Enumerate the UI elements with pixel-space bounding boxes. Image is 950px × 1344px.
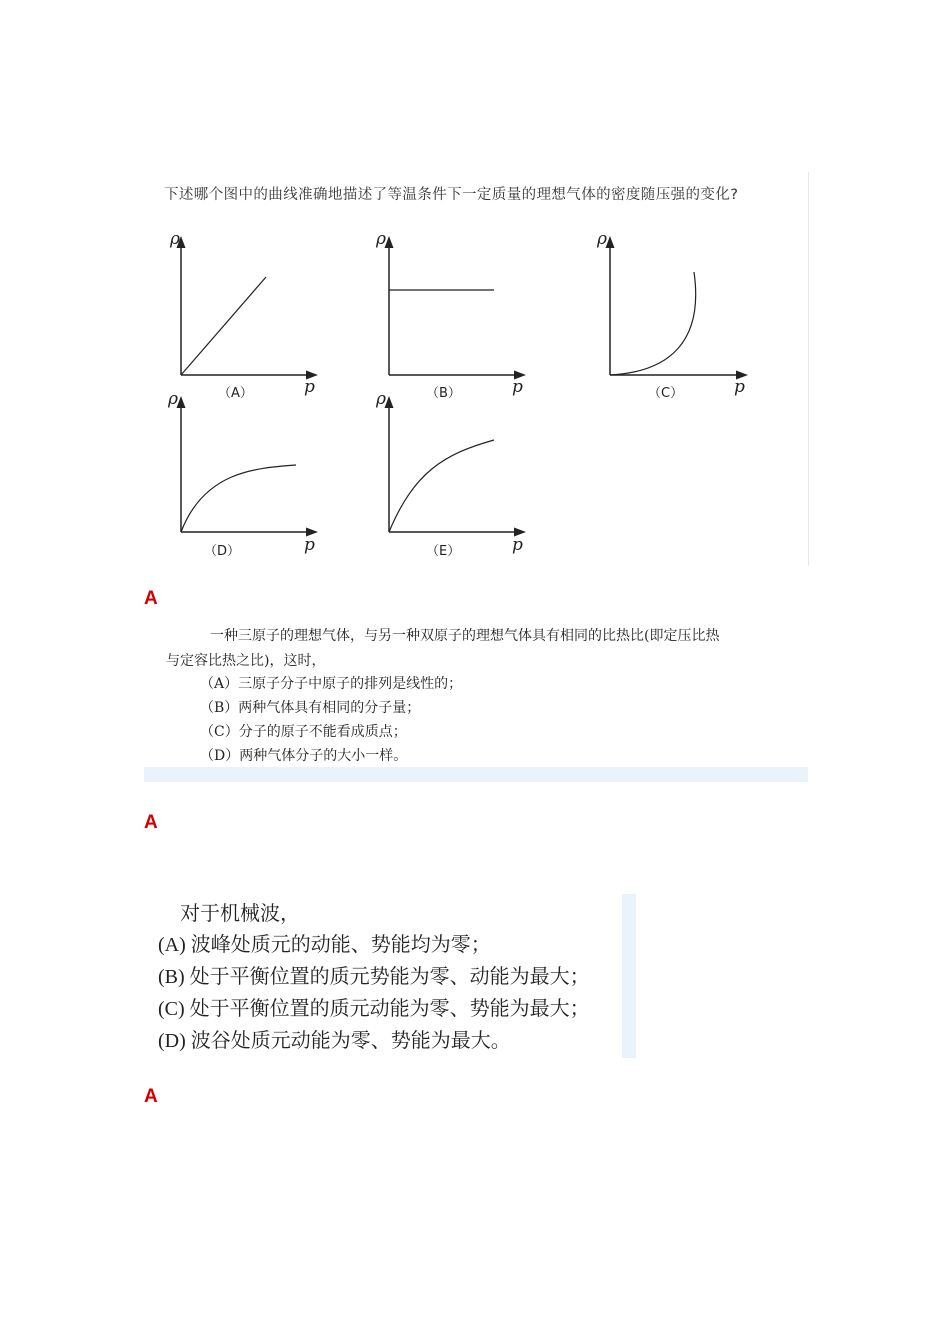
question-2-stem-line2: 与定容比热之比)，这时， xyxy=(166,653,326,669)
question-1-text: 下述哪个图中的曲线准确地描述了等温条件下一定质量的理想气体的密度随压强的变化? xyxy=(164,187,739,203)
question-3-option-a: (A) 波峰处质元的动能、势能均为零； xyxy=(158,934,491,956)
graph-a xyxy=(169,229,315,401)
question-3-option-c: (C) 处于平衡位置的质元动能为零、势能为最大； xyxy=(158,998,590,1020)
graph-c-x-label: p xyxy=(734,377,745,397)
graph-b xyxy=(375,229,523,401)
graph-d-y-label: ρ xyxy=(168,389,178,409)
graph-a-curve xyxy=(181,277,266,375)
graph-b-caption: （B） xyxy=(426,386,461,401)
graph-a-y-label: ρ xyxy=(170,229,180,249)
graph-c xyxy=(596,229,745,401)
graph-d-x-label: p xyxy=(304,535,315,555)
question-2-option-d: （D）两种气体分子的大小一样。 xyxy=(200,748,408,764)
graph-a-caption: （A） xyxy=(218,386,253,401)
question-2-bottom-band xyxy=(144,767,808,782)
graph-d xyxy=(167,389,315,559)
question-3-option-b: (B) 处于平衡位置的质元势能为零、动能为最大； xyxy=(158,966,590,988)
question-2-stem-line1: 一种三原子的理想气体，与另一种双原子的理想气体具有相同的比热比(即定压比热 xyxy=(210,628,720,644)
question-3-option-d: (D) 波谷处质元动能为零、势能为最大。 xyxy=(158,1030,511,1052)
graph-b-y-label: ρ xyxy=(376,229,386,249)
answer-3: A xyxy=(144,1086,158,1107)
graph-e-caption: （E） xyxy=(426,544,461,559)
graph-c-y-label: ρ xyxy=(597,229,607,249)
graph-c-curve xyxy=(610,272,696,375)
answer-1: A xyxy=(144,588,158,609)
question-1-graphs xyxy=(144,172,808,566)
graph-c-caption: （C） xyxy=(648,386,684,401)
graph-d-curve xyxy=(181,465,296,532)
question-2-option-c: （C）分子的原子不能看成质点； xyxy=(200,724,407,740)
graph-d-caption: （D） xyxy=(204,544,241,559)
graph-a-x-label: p xyxy=(304,377,315,397)
question-3-stem: 对于机械波， xyxy=(180,903,300,925)
graph-e xyxy=(375,389,523,559)
question-2-option-b: （B）两种气体具有相同的分子量； xyxy=(200,700,421,716)
question-2 xyxy=(144,622,808,782)
graph-e-curve xyxy=(389,440,494,532)
question-2-option-a: （A）三原子分子中原子的排列是线性的； xyxy=(200,676,463,692)
graph-e-x-label: p xyxy=(512,535,523,555)
question-1-figure xyxy=(144,172,809,566)
graph-b-x-label: p xyxy=(512,377,523,397)
answer-2: A xyxy=(144,812,158,833)
graph-e-y-label: ρ xyxy=(376,389,386,409)
question-3 xyxy=(144,894,636,1058)
